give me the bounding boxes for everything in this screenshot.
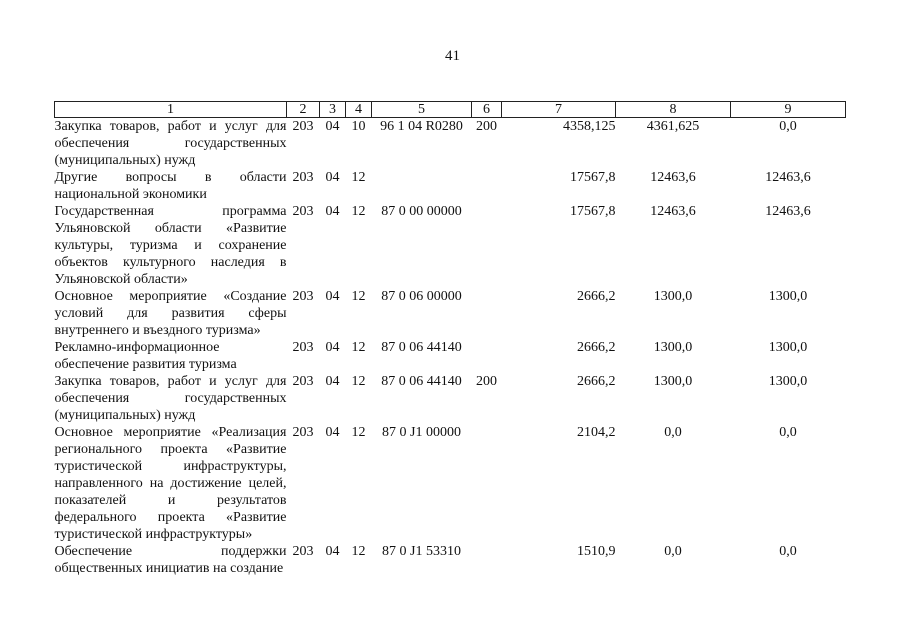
table-row [55,373,846,424]
row-code-6 [472,339,502,373]
header-col-2: 2 [287,102,320,118]
row-name: Обеспечение поддержки общественных инициатив на создание [54,544,287,576]
row-name: Закупка товаров, работ и услуг для обеспечения государственных (муниципальных) нужд [54,119,287,168]
row-code-3: 04 [325,544,340,559]
row-code-2: 203 [292,170,314,185]
row-code-6 [472,543,502,577]
row-name: Основное мероприятие «Создание условий для развития сферы внутреннего и въездного туризма» [54,289,287,338]
row-code-4: 12 [351,425,366,440]
row-value-9: 12463,6 [765,170,811,185]
row-code-6: 200 [476,374,497,389]
row-code-6 [472,288,502,339]
header-col-1: 1 [55,102,287,118]
row-value-7: 2666,2 [577,289,616,304]
row-code-6 [472,203,502,288]
row-value-8: 4361,625 [646,119,700,134]
row-value-9: 1300,0 [768,289,808,304]
budget-table [54,101,846,577]
table-row [55,339,846,373]
header-col-3: 3 [320,102,346,118]
row-value-9: 1300,0 [768,340,808,355]
row-code-5: 87 0 06 00000 [381,289,462,304]
row-code-4: 12 [351,289,366,304]
row-code-4: 10 [351,119,366,134]
header-col-6: 6 [472,102,502,118]
header-col-4: 4 [346,102,372,118]
row-value-7: 2104,2 [577,425,616,440]
row-code-5: 87 0 06 44140 [381,374,462,389]
table-row [55,288,846,339]
row-code-2: 203 [292,119,314,134]
row-code-6 [472,424,502,543]
row-value-8: 0,0 [664,425,682,440]
header-row [55,102,846,118]
row-code-4: 12 [351,204,366,219]
table-row [55,424,846,543]
row-code-5: 87 0 06 44140 [381,340,462,355]
row-code-5: 87 0 00 00000 [381,204,462,219]
row-code-5: 87 0 J1 00000 [382,425,461,440]
row-code-3: 04 [325,289,340,304]
row-value-7: 17567,8 [570,170,616,185]
row-value-7: 2666,2 [577,374,616,389]
row-code-3: 04 [325,119,340,134]
row-name: Рекламно-информационное обеспечение развития туризма [54,340,237,372]
row-code-2: 203 [292,340,314,355]
row-code-5: 96 1 04 R0280 [380,119,463,134]
table-row [55,543,846,577]
table-row [55,169,846,203]
row-name: Основное мероприятие «Реализация регионального проекта «Развитие туристической инфраструктуры, направленного на достижение целей, показателей и результатов федерального проекта «Развитие туристической инфраструктуры» [54,425,287,542]
row-code-4: 12 [351,544,366,559]
row-name: Закупка товаров, работ и услуг для обеспечения государственных (муниципальных) нужд [54,374,287,423]
row-code-4: 12 [351,340,366,355]
row-code-2: 203 [292,289,314,304]
row-value-8: 0,0 [664,544,682,559]
table-row [55,118,846,170]
row-value-8: 1300,0 [653,340,693,355]
row-code-2: 203 [292,204,314,219]
row-code-6: 200 [476,119,497,134]
row-code-4: 12 [351,170,366,185]
row-value-8: 12463,6 [650,204,696,219]
row-code-3: 04 [325,374,340,389]
row-value-7: 2666,2 [577,340,616,355]
row-value-9: 0,0 [779,119,797,134]
row-value-9: 0,0 [779,425,797,440]
row-name: Другие вопросы в области национальной экономики [54,170,287,202]
header-col-9: 9 [731,102,846,118]
row-code-2: 203 [292,425,314,440]
row-value-7: 1510,9 [577,544,616,559]
row-value-8: 1300,0 [653,374,693,389]
row-code-3: 04 [325,204,340,219]
page-number: 41 [445,48,460,64]
row-value-9: 12463,6 [765,204,811,219]
row-code-5: 87 0 J1 53310 [382,544,461,559]
row-code-6 [472,169,502,203]
row-value-8: 1300,0 [653,289,693,304]
row-code-5 [372,169,472,203]
row-value-7: 4358,125 [563,119,616,134]
row-code-3: 04 [325,170,340,185]
row-code-3: 04 [325,425,340,440]
row-code-4: 12 [351,374,366,389]
row-value-9: 1300,0 [768,374,808,389]
header-col-5: 5 [372,102,472,118]
row-code-3: 04 [325,340,340,355]
row-value-9: 0,0 [779,544,797,559]
header-col-7: 7 [502,102,616,118]
table-row [55,203,846,288]
header-col-8: 8 [616,102,731,118]
row-code-2: 203 [292,374,314,389]
row-name: Государственная программа Ульяновской области «Развитие культуры, туризма и сохранение объектов культурного наследия в Ульяновской области» [54,204,287,287]
row-value-7: 17567,8 [570,204,616,219]
row-code-2: 203 [292,544,314,559]
row-value-8: 12463,6 [650,170,696,185]
